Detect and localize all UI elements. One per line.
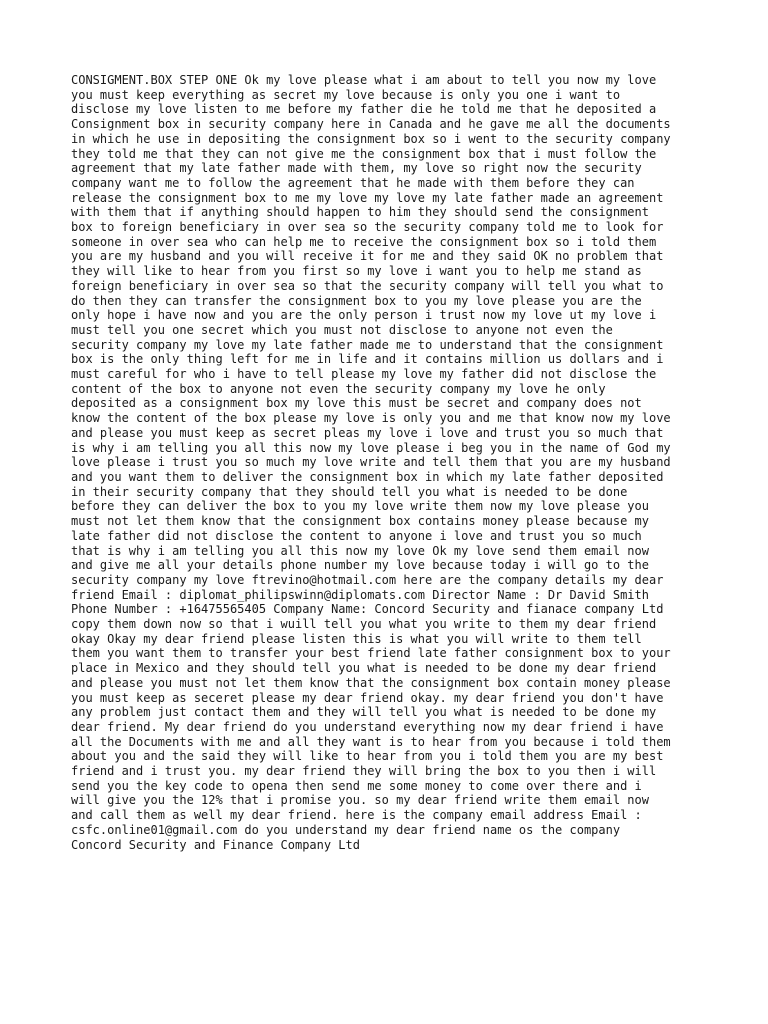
- text-line: csfc.online01@gmail.com do you understand my dear friend name os the company: [71, 822, 621, 837]
- document-body-text: [71, 73, 711, 852]
- text-line: agreement that my late father made with them, my love so right now the security: [71, 161, 642, 176]
- text-line: someone in over sea who can help me to receive the consignment box so i told them: [71, 234, 657, 249]
- text-line: deposited as a consignment box my love this must be secret and company does not: [71, 396, 642, 411]
- text-line: only hope i have now and you are the only person i trust now my love ut my love i: [71, 308, 657, 323]
- text-line: Phone Number : +16475565405 Company Name: Concord Security and fianace company Ltd: [71, 602, 664, 617]
- text-line: Concord Security and Finance Company Ltd: [71, 837, 360, 852]
- text-line: with them that if anything should happen to him they should send the consignment: [71, 205, 649, 220]
- text-line: CONSIGMENT.BOX STEP ONE Ok my love please what i am about to tell you now my love: [71, 73, 657, 87]
- text-line: before they can deliver the box to you my love write them now my love please you: [71, 499, 649, 514]
- text-line: do then they can transfer the consignment box to you my love please you are the: [71, 293, 642, 308]
- text-line: copy them down now so that i wuill tell you what you write to them my dear friend: [71, 617, 657, 632]
- text-line: you are my husband and you will receive it for me and they said OK no problem that: [71, 249, 664, 264]
- text-line: security company my love ftrevino@hotmail.com here are the company details my dear: [71, 572, 664, 587]
- text-line: okay Okay my dear friend please listen this is what you will write to them tell: [71, 631, 642, 646]
- text-line: place in Mexico and they should tell you what is needed to be done my dear friend: [71, 661, 657, 676]
- text-line: they told me that they can not give me the consignment box that i must follow the: [71, 146, 657, 161]
- text-line: and give me all your details phone number my love because today i will go to the: [71, 558, 649, 573]
- text-line: box is the only thing left for me in life and it contains million us dollars and i: [71, 352, 664, 367]
- text-line: send you the key code to opena then send me some money to come over there and i: [71, 778, 642, 793]
- text-line: late father did not disclose the content to anyone i love and trust you so much: [71, 528, 642, 543]
- text-line: content of the box to anyone not even the security company my love he only: [71, 381, 606, 396]
- text-line: and call them as well my dear friend. here is the company email address Email :: [71, 808, 642, 823]
- text-line: disclose my love listen to me before my father die he told me that he deposited a: [71, 102, 657, 117]
- text-line: release the consignment box to me my love my love my late father made an agreement: [71, 190, 664, 205]
- text-line: Consignment box in security company here in Canada and he gave me all the documents: [71, 117, 671, 132]
- text-line: any problem just contact them and they will tell you what is needed to be done my: [71, 705, 657, 720]
- text-line: must careful for who i have to tell please my love my father did not disclose the: [71, 367, 657, 382]
- text-line: friend and i trust you. my dear friend they will bring the box to you then i will: [71, 764, 657, 779]
- text-line: and you want them to deliver the consignment box in which my late father deposited: [71, 469, 664, 484]
- text-line: you must keep as seceret please my dear friend okay. my dear friend you don't have: [71, 690, 664, 705]
- text-line: dear friend. My dear friend do you understand everything now my dear friend i have: [71, 719, 664, 734]
- text-line: you must keep everything as secret my love because is only you one i want to: [71, 87, 621, 102]
- text-line: them you want them to transfer your best friend late father consignment box to your: [71, 646, 671, 661]
- text-line: security company my love my late father made me to understand that the consignment: [71, 337, 664, 352]
- text-line: that is why i am telling you all this now my love Ok my love send them email now: [71, 543, 649, 558]
- text-line: company want me to follow the agreement that he made with them before they can: [71, 175, 635, 190]
- text-line: about you and the said they will like to hear from you i told them you are my best: [71, 749, 664, 764]
- text-line: in their security company that they should tell you what is needed to be done: [71, 484, 628, 499]
- text-line: they will like to hear from you first so my love i want you to help me stand as: [71, 264, 642, 279]
- text-line: must tell you one secret which you must not disclose to anyone not even the: [71, 322, 613, 337]
- text-line: and please you must not let them know that the consignment box contain money please: [71, 675, 671, 690]
- text-line: all the Documents with me and all they want is to hear from you because i told them: [71, 734, 671, 749]
- text-line: is why i am telling you all this now my love please i beg you in the name of God my: [71, 440, 671, 455]
- text-line: in which he use in depositing the consignment box so i went to the security company: [71, 131, 671, 146]
- text-line: friend Email : diplomat_philipswinn@diplomats.com Director Name : Dr David Smith: [71, 587, 649, 602]
- text-line: will give you the 12% that i promise you. so my dear friend write them email now: [71, 793, 649, 808]
- text-line: know the content of the box please my love is only you and me that know now my love: [71, 411, 671, 426]
- text-line: must not let them know that the consignment box contains money please because my: [71, 514, 649, 529]
- text-line: foreign beneficiary in over sea so that the security company will tell you what to: [71, 278, 664, 293]
- text-line: box to foreign beneficiary in over sea so the security company told me to look for: [71, 220, 664, 235]
- text-line: and please you must keep as secret pleas my love i love and trust you so much that: [71, 425, 664, 440]
- text-line: love please i trust you so much my love write and tell them that you are my husband: [71, 455, 671, 470]
